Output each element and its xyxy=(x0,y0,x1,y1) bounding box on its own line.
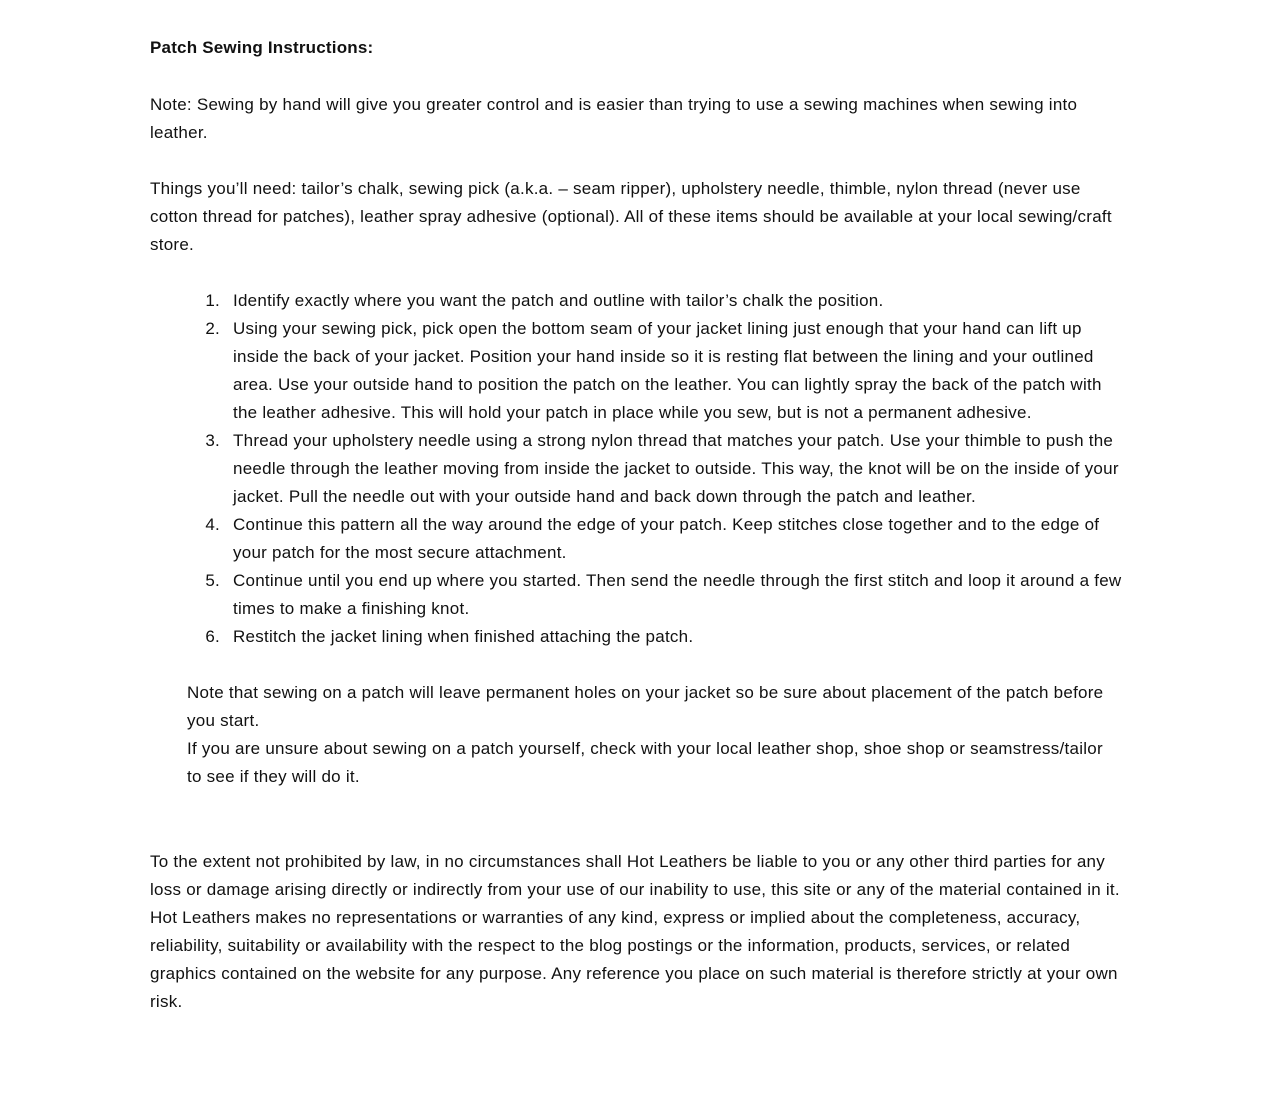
list-item: 2. Using your sewing pick, pick open the bottom seam of your jacket lining just enough that your hand can lift up inside the back of your jacket. Position your hand inside so it is resting flat between the lining and your outlined area. Use your outside hand to position the patch on the leather. You can lightly spray the back of the patch with the leather adhesive. This will hold your patch in place while you sew, but is not a permanent adhesive. xyxy=(225,315,1125,427)
list-item: 3. Thread your upholstery needle using a strong nylon thread that matches your patch. Use your thimble to push the needle through the leather moving from inside the jacket to outside. This way, the knot will be on the inside of your jacket. Pull the needle out with your outside hand and back down through the patch and leather. xyxy=(225,427,1125,511)
list-item: 5. Continue until you end up where you started. Then send the needle through the first stitch and loop it around a few times to make a finishing knot. xyxy=(225,567,1125,623)
list-item: 6. Restitch the jacket lining when finished attaching the patch. xyxy=(225,623,1125,651)
intro-note-paragraph: Note: Sewing by hand will give you greater control and is easier than trying to use a sewing machines when sewing into leather. xyxy=(150,95,1078,142)
notes-block xyxy=(187,679,1122,791)
supplies-paragraph: Things you’ll need: tailor’s chalk, sewing pick (a.k.a. – seam ripper), upholstery needle, thimble, nylon thread (never use cotton thread for patches), leather spray adhesive (optional). All of these items should be available at your local sewing/craft store. xyxy=(150,179,1112,254)
list-item: 4. Continue this pattern all the way around the edge of your patch. Keep stitches close together and to the edge of your patch for the most secure attachment. xyxy=(225,511,1125,567)
legal-disclaimer-paragraph: To the extent not prohibited by law, in no circumstances shall Hot Leathers be liable to you or any other third parties for any loss or damage arising directly or indirectly from your use of our inability to use, this site or any of the material contained in it. Hot Leathers makes no representations or warranties of any kind, express or implied about the completeness, accuracy, reliability, suitability or availability with the respect to the blog postings or the information, products, services, or related graphics contained on the website for any purpose. Any reference you place on such material is therefore strictly at your own risk. xyxy=(150,852,1120,1011)
placement-warning-paragraph: Note that sewing on a patch will leave permanent holes on your jacket so be sure about placement of the patch before you start. xyxy=(187,683,1104,730)
professional-help-paragraph: If you are unsure about sewing on a patch yourself, check with your local leather shop, shoe shop or seamstress/tailor to see if they will do it. xyxy=(187,739,1103,786)
page-title: Patch Sewing Instructions: xyxy=(150,38,374,57)
instruction-steps-list xyxy=(150,287,1125,651)
list-item: 1. Identify exactly where you want the patch and outline with tailor’s chalk the position. xyxy=(225,287,1125,315)
